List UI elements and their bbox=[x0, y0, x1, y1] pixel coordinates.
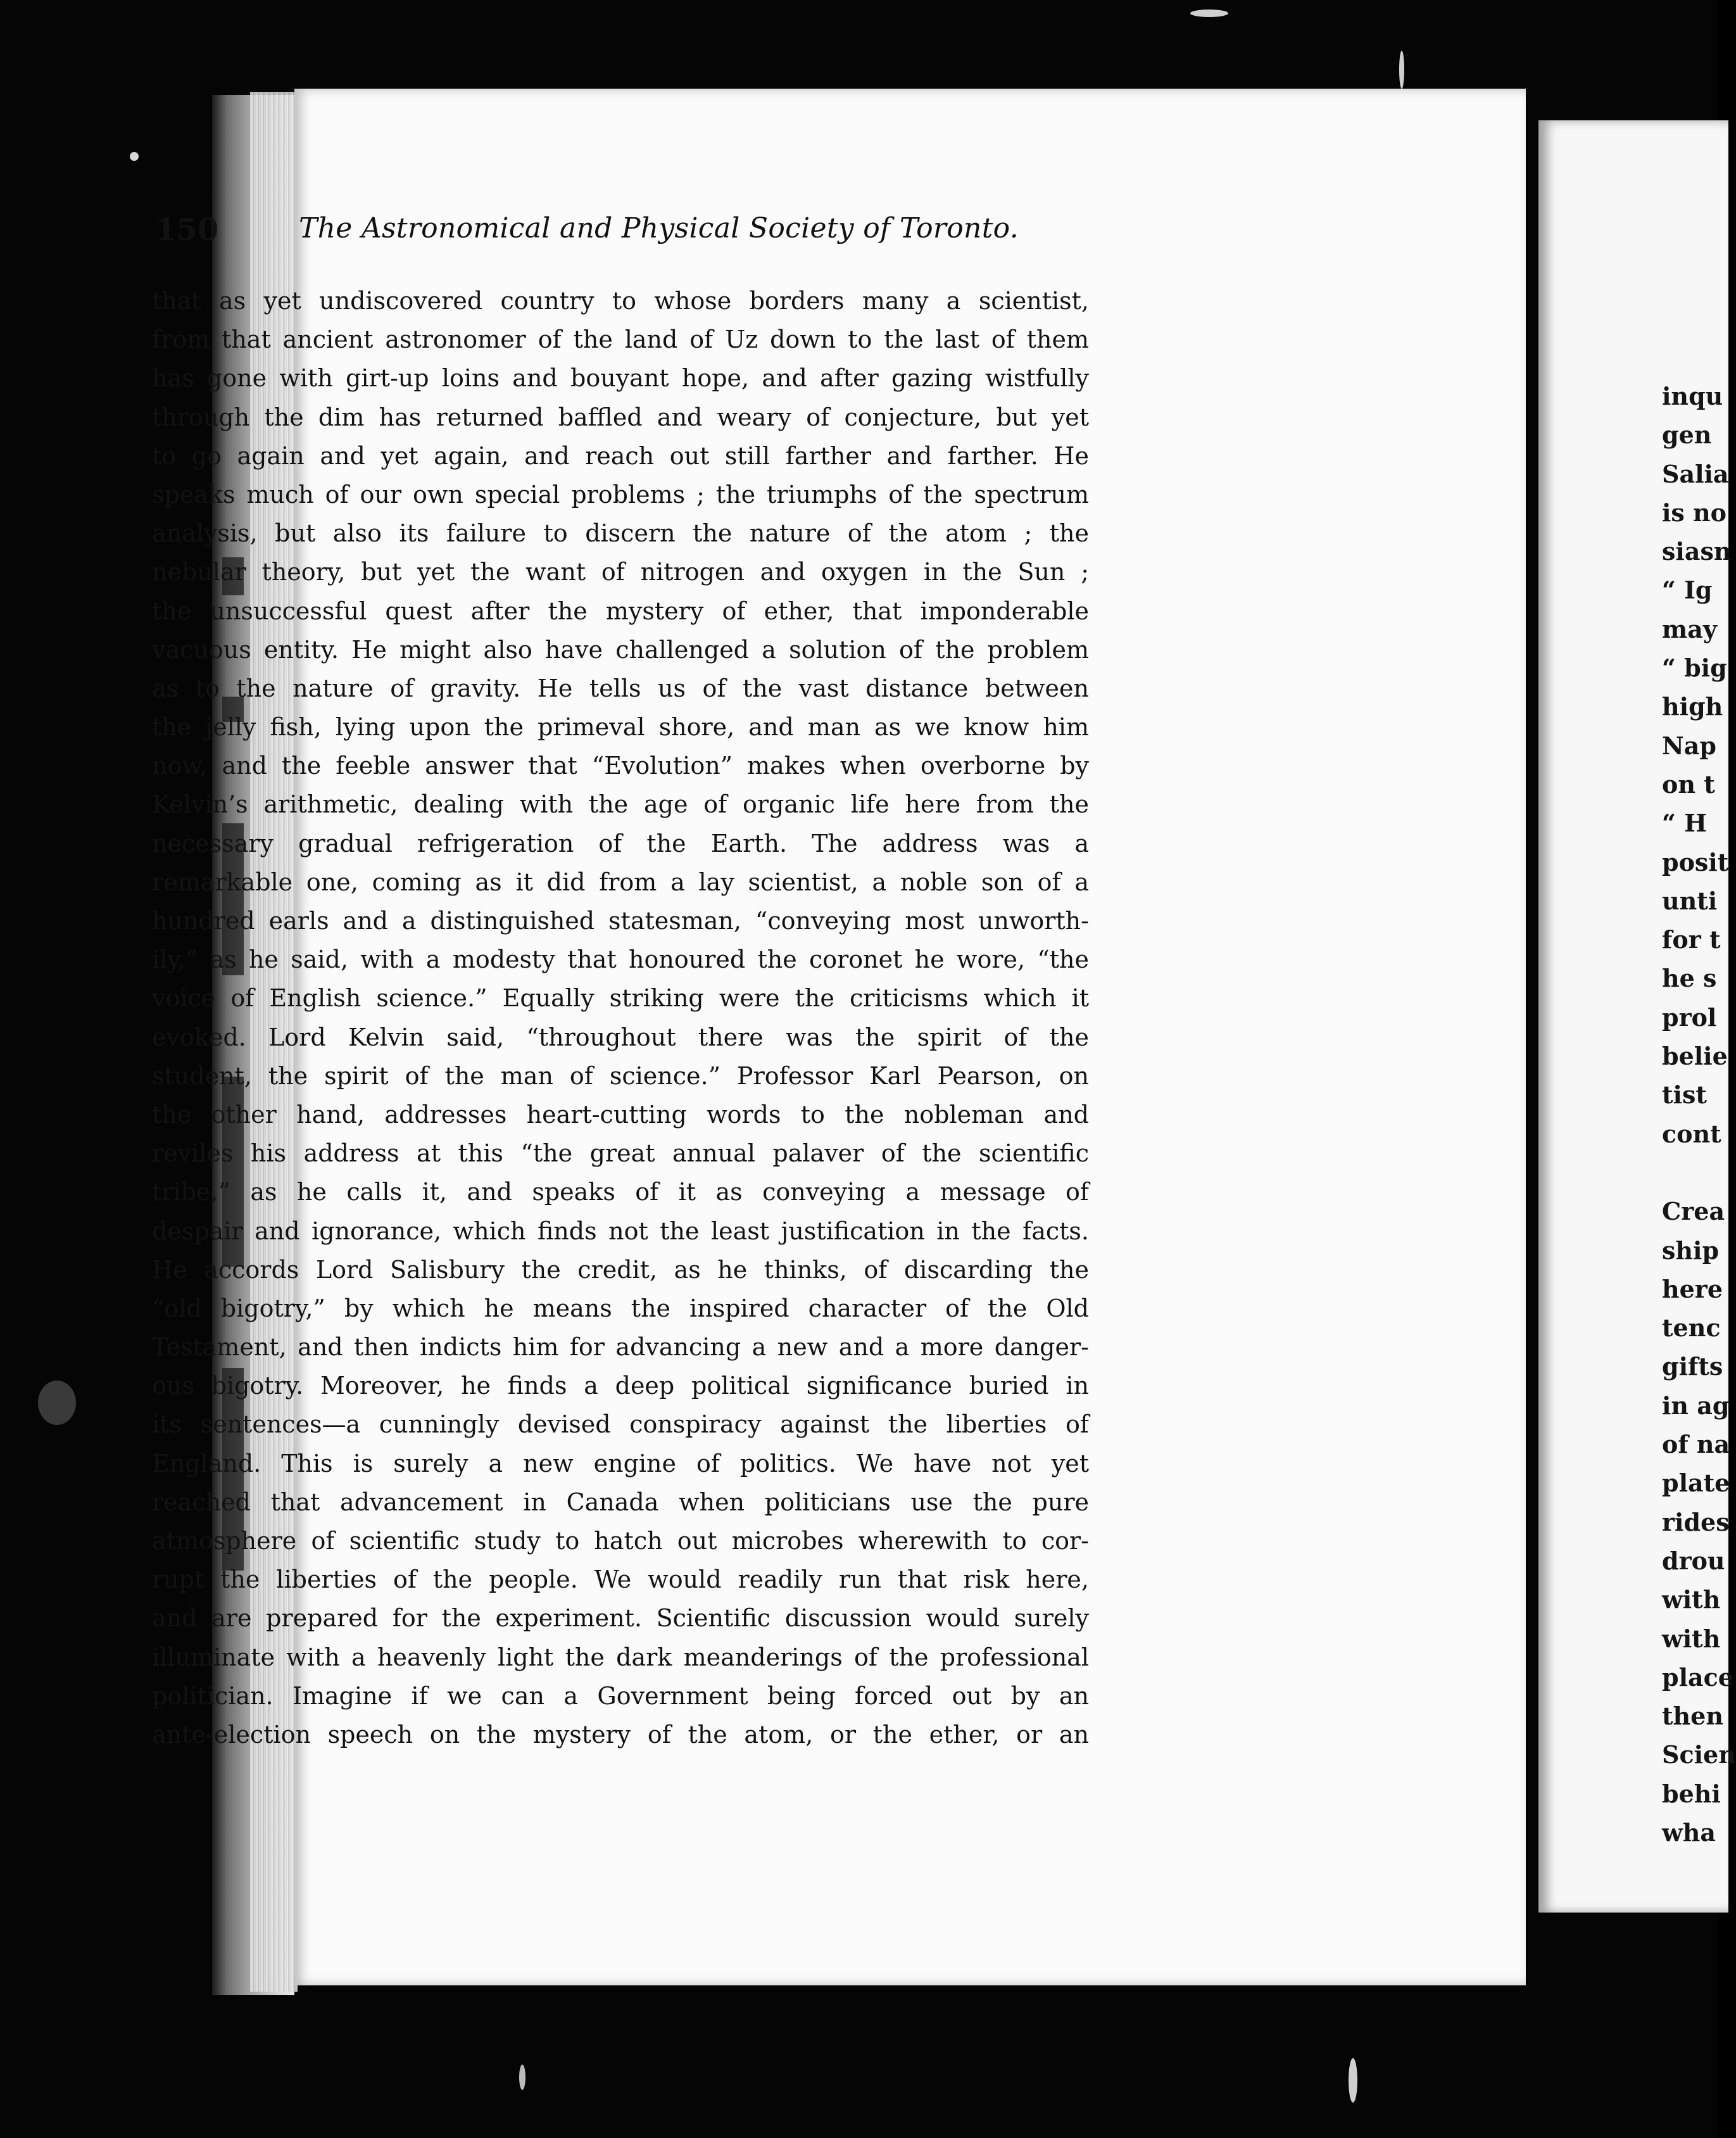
text-line: the unsuccessful quest after the mystery of ether, that imponderable bbox=[152, 597, 1089, 625]
right-page-fragment: inqu bbox=[1662, 382, 1723, 410]
text-line: evoked. Lord Kelvin said, “throughout there was the spirit of the bbox=[152, 1023, 1089, 1051]
right-page-fragment bbox=[1662, 1153, 1719, 1192]
right-page-fragment: “ H bbox=[1662, 809, 1707, 838]
text-line: reached that advancement in Canada when politicians use the pure bbox=[152, 1488, 1089, 1516]
right-page-fragment: with bbox=[1662, 1624, 1721, 1653]
right-page-fragment: plate bbox=[1662, 1469, 1730, 1498]
right-page-fragment: place bbox=[1662, 1662, 1733, 1692]
right-page-fragment: of na bbox=[1662, 1430, 1730, 1459]
text-line: and are prepared for the experiment. Scientific discussion would surely bbox=[152, 1604, 1089, 1633]
text-line: as to the nature of gravity. He tells us of the vast distance between bbox=[152, 674, 1089, 702]
right-page-fragment: Salia bbox=[1662, 459, 1729, 488]
text-line: He accords Lord Salisbury the credit, as he thinks, of discarding the bbox=[152, 1255, 1089, 1284]
right-page-fragment: wha bbox=[1662, 1818, 1716, 1847]
page-number: 150 bbox=[155, 212, 219, 248]
right-page-fragment: tenc bbox=[1662, 1313, 1721, 1343]
right-page-text bbox=[1662, 377, 1736, 1852]
right-page-fragment: Crea bbox=[1662, 1197, 1725, 1226]
text-line: to go again and yet again, and reach out still farther and farther. He bbox=[152, 441, 1089, 470]
text-line: ily,” as he said, with a modesty that honoured the coronet he wore, “the bbox=[152, 946, 1089, 974]
right-page-fragment: siasn bbox=[1662, 537, 1732, 566]
text-line: ous bigotry. Moreover, he finds a deep political significance buried in bbox=[152, 1372, 1089, 1400]
text-line: reviles his address at this “the great annual palaver of the scientific bbox=[152, 1139, 1089, 1168]
text-line: remarkable one, coming as it did from a lay scientist, a noble son of a bbox=[152, 868, 1089, 896]
dust-speck bbox=[1190, 9, 1228, 17]
running-head-title: The Astronomical and Physical Society of Toronto. bbox=[299, 212, 1019, 244]
text-line: despair and ignorance, which finds not the least justification in the facts. bbox=[152, 1217, 1089, 1245]
text-line: the jelly fish, lying upon the primeval shore, and man as we know him bbox=[152, 713, 1089, 742]
right-page-fragment: drou bbox=[1662, 1546, 1725, 1575]
text-line: analysis, but also its failure to discern the nature of the atom ; the bbox=[152, 519, 1089, 548]
right-page-fragment: “ Ig bbox=[1662, 576, 1713, 605]
right-page-fragment: prol bbox=[1662, 1003, 1717, 1032]
text-line: through the dim has returned baffled and weary of conjecture, but yet bbox=[152, 403, 1089, 431]
dust-speck bbox=[519, 2065, 525, 2090]
right-page-fragment: “ big bbox=[1662, 654, 1727, 683]
text-line: now, and the feeble answer that “Evolution” makes when overborne by bbox=[152, 752, 1089, 780]
right-page-fragment: tist bbox=[1662, 1080, 1707, 1110]
right-page-fragment: Scien bbox=[1662, 1740, 1736, 1769]
text-line: student, the spirit of the man of science.” Professor Karl Pearson, on bbox=[152, 1061, 1089, 1090]
right-page-fragment: cont bbox=[1662, 1119, 1721, 1148]
right-page-fragment: in ag bbox=[1662, 1391, 1730, 1420]
text-line: Kelvin’s arithmetic, dealing with the age of organic life here from the bbox=[152, 790, 1089, 819]
text-line: has gone with girt-up loins and bouyant hope, and after gazing wistfully bbox=[152, 364, 1089, 393]
text-line: nebular theory, but yet the want of nitrogen and oxygen in the Sun ; bbox=[152, 558, 1089, 586]
right-page-fragment: rides bbox=[1662, 1507, 1730, 1536]
text-line: politician. Imagine if we can a Government being forced out by an bbox=[152, 1681, 1089, 1710]
text-line: England. This is surely a new engine of politics. We have not yet bbox=[152, 1449, 1089, 1477]
right-page-fragment: posit bbox=[1662, 847, 1729, 876]
right-page-fragment: high bbox=[1662, 692, 1723, 721]
right-page-fragment: ship bbox=[1662, 1236, 1720, 1265]
dust-speck bbox=[1399, 51, 1404, 89]
right-page-fragment: may bbox=[1662, 614, 1717, 643]
text-line: hundred earls and a distinguished statesman, “conveying most unworth- bbox=[152, 907, 1089, 935]
text-line: Testament, and then indicts him for advancing a new and a more danger- bbox=[152, 1333, 1089, 1362]
right-page-fragment: on t bbox=[1662, 769, 1715, 799]
text-line: “old bigotry,” by which he means the inspired character of the Old bbox=[152, 1294, 1089, 1322]
text-line: vacuous entity. He might also have challenged a solution of the problem bbox=[152, 635, 1089, 664]
right-page-fragment: for t bbox=[1662, 925, 1721, 954]
text-line: its sentences—a cunningly devised conspiracy against the liberties of bbox=[152, 1410, 1089, 1439]
text-line: the other hand, addresses heart-cutting words to the nobleman and bbox=[152, 1100, 1089, 1129]
text-line: rupt the liberties of the people. We would readily run that risk here, bbox=[152, 1566, 1089, 1594]
right-page-fragment: is no bbox=[1662, 498, 1727, 527]
right-page-fragment: gifts bbox=[1662, 1352, 1723, 1381]
right-page-fragment: Nap bbox=[1662, 731, 1716, 760]
right-page-fragment: unti bbox=[1662, 886, 1718, 915]
right-page-fragment: gen bbox=[1662, 421, 1712, 450]
text-line: illuminate with a heavenly light the dark meanderings of the professional bbox=[152, 1643, 1089, 1671]
text-line: atmosphere of scientific study to hatch out microbes wherewith to cor- bbox=[152, 1527, 1089, 1555]
dust-speck bbox=[38, 1381, 76, 1425]
running-head bbox=[155, 212, 1247, 269]
right-page-fragment: here bbox=[1662, 1274, 1723, 1303]
text-line: that as yet undiscovered country to whose borders many a scientist, bbox=[152, 287, 1089, 315]
right-page-fragment: behi bbox=[1662, 1779, 1721, 1808]
dust-speck bbox=[130, 152, 139, 161]
text-line: necessary gradual refrigeration of the Earth. The address was a bbox=[152, 829, 1089, 857]
text-line: ante-election speech on the mystery of the atom, or the ether, or an bbox=[152, 1720, 1089, 1749]
dust-speck bbox=[1349, 2058, 1357, 2103]
text-line: speaks much of our own special problems ; the triumphs of the spectrum bbox=[152, 480, 1089, 509]
body-text bbox=[152, 282, 1089, 1754]
text-line: voice of English science.” Equally striking were the criticisms which it bbox=[152, 984, 1089, 1013]
right-page-fragment: belie bbox=[1662, 1042, 1728, 1071]
right-page-fragment: with bbox=[1662, 1585, 1721, 1614]
right-page-fragment: then bbox=[1662, 1702, 1723, 1731]
right-page-fragment: he s bbox=[1662, 964, 1717, 993]
text-line: tribe,” as he calls it, and speaks of it as conveying a message of bbox=[152, 1178, 1089, 1206]
text-line: from that ancient astronomer of the land of Uz down to the last of them bbox=[152, 326, 1089, 354]
